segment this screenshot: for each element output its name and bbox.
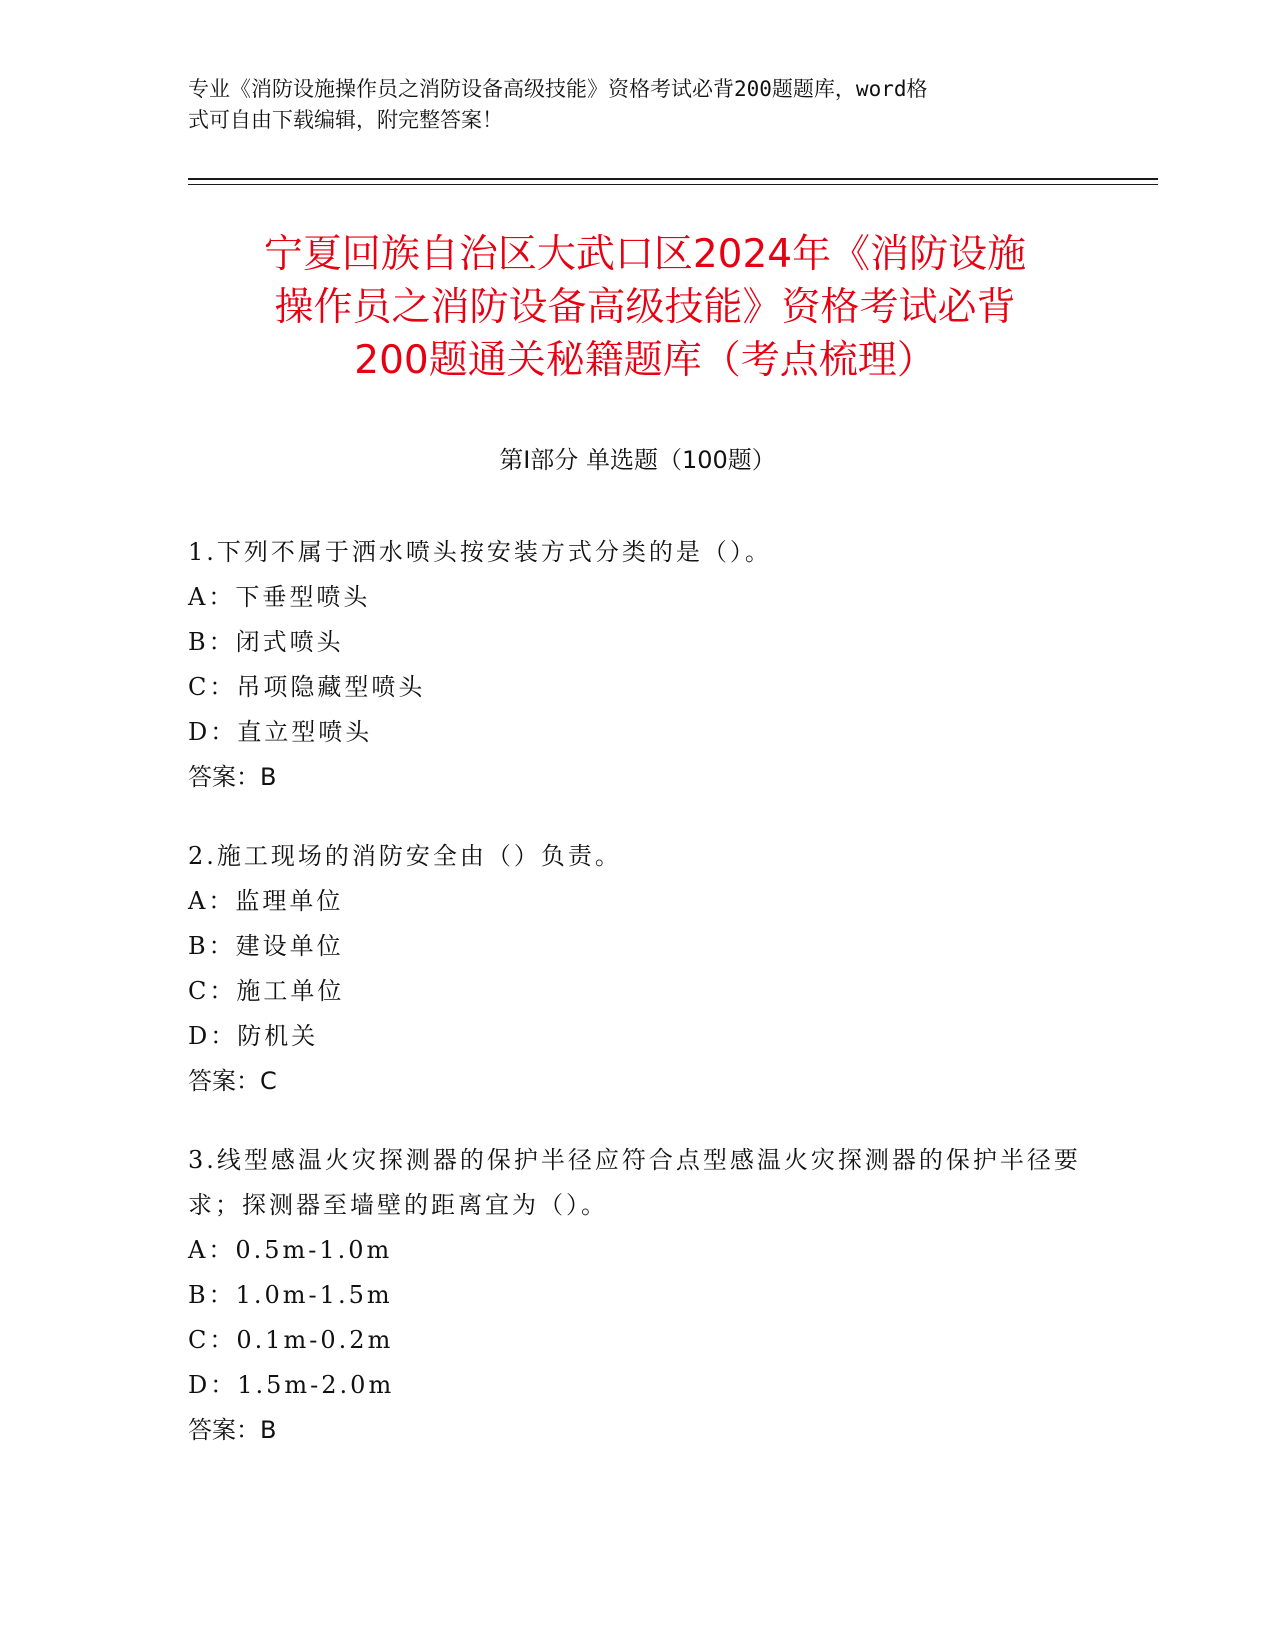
- option-b: B：建设单位: [188, 932, 344, 960]
- header-divider-thick: [188, 178, 1158, 180]
- option-d: D：直立型喷头: [188, 718, 373, 746]
- question-3: [188, 1138, 1088, 1453]
- answer-line: 答案：B: [188, 1416, 277, 1444]
- option-a: A：下垂型喷头: [188, 583, 371, 611]
- question-2: [188, 834, 1088, 1104]
- option-a: A：监理单位: [188, 887, 344, 915]
- option-c: C：吊项隐藏型喷头: [188, 673, 426, 701]
- question-1: [188, 530, 1088, 800]
- question-list: [188, 530, 1088, 1487]
- option-c: C：施工单位: [188, 977, 345, 1005]
- section-title: 第Ⅰ部分 单选题（100题）: [499, 446, 776, 474]
- document-title: [150, 228, 1140, 387]
- option-c: C：0.1m-0.2m: [188, 1326, 394, 1354]
- answer-line: 答案：B: [188, 763, 277, 791]
- question-stem: 2.施工现场的消防安全由（）负责。: [188, 842, 622, 870]
- option-b: B：闭式喷头: [188, 628, 344, 656]
- option-a: A：0.5m-1.0m: [188, 1236, 393, 1264]
- question-stem: 1.下列不属于洒水喷头按安装方式分类的是（）。: [188, 538, 772, 566]
- header-divider-thin: [188, 184, 1158, 185]
- title-line-3: 200题通关秘籍题库（考点梳理）: [354, 338, 936, 383]
- option-b: B：1.0m-1.5m: [188, 1281, 393, 1309]
- answer-line: 答案：C: [188, 1067, 277, 1095]
- title-line-2: 操作员之消防设备高级技能》资格考试必背: [274, 285, 1016, 330]
- title-line-1: 宁夏回族自治区大武口区2024年《消防设施: [263, 232, 1027, 277]
- option-d: D：1.5m-2.0m: [188, 1371, 395, 1399]
- option-d: D：防机关: [188, 1022, 319, 1050]
- question-stem: 3.线型感温火灾探测器的保护半径应符合点型感温火灾探测器的保护半径要求；探测器至墙壁的距离宜为（）。: [188, 1146, 1081, 1219]
- header-note: 专业《消防设施操作员之消防设备高级技能》资格考试必背200题题库，word格 式可自由下载编辑，附完整答案！: [188, 77, 928, 132]
